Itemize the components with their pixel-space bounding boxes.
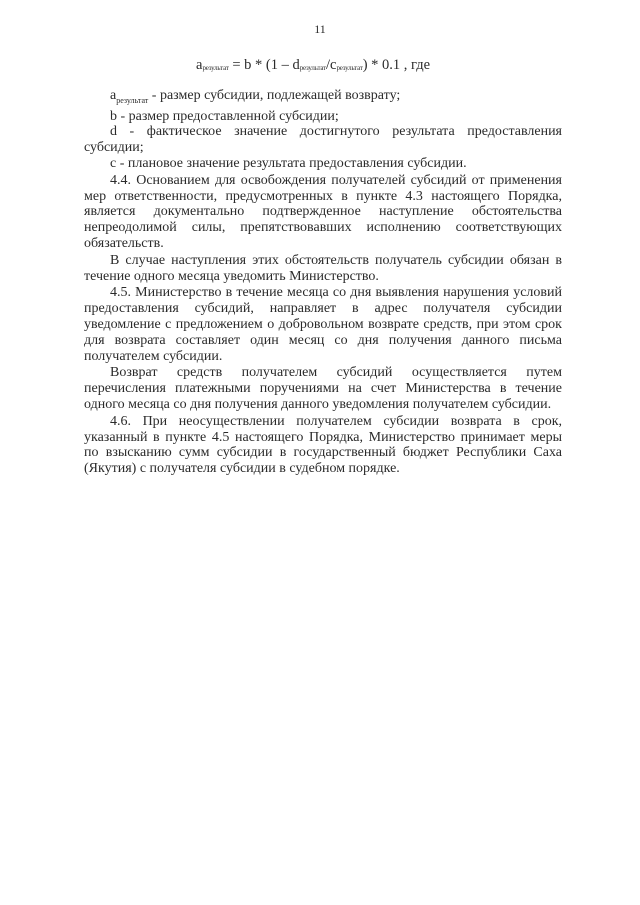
formula-rhs-start: = b * (1 – [232, 57, 289, 73]
formula-rhs-end: ) * 0.1 , где [362, 57, 431, 73]
paragraph-4-6: 4.6. При неосуществлении получателем субсидии возврата в срок, указанный в пункте 4.5 настоящего Порядка, Министерство принимает меры по взысканию сумм субсидии в государственный бюджет Республики Саха (Якутия) с получателя субсидии в судебном порядке. [84, 413, 562, 477]
paragraph-4-4: 4.4. Основанием для освобождения получателей субсидий от применения мер ответственности, предусмотренных в пункте 4.3 настоящего Порядка, является документально подтвержденное наступление обстоятельства непреодолимой силы, препятствовавших исполнению соответствующих обязательств. [84, 172, 562, 251]
formula-slash: / [325, 57, 331, 73]
definition-symbol: b [110, 108, 117, 124]
formula-lhs: a [196, 57, 203, 73]
formula [196, 57, 526, 74]
definition-b [84, 109, 562, 125]
definition-symbol: d [110, 124, 117, 140]
formula-d-sub: результат [299, 64, 326, 72]
definition-c [84, 156, 562, 172]
definition-text: - размер субсидии, подлежащей возврату; [148, 88, 401, 103]
definition-a [84, 88, 562, 109]
definition-text: - размер предоставленной субсидии; [117, 108, 339, 124]
page-number: 11 [314, 22, 326, 36]
body-text [84, 88, 562, 477]
definition-symbol: a [110, 88, 117, 103]
paragraph-4-5: 4.5. Министерство в течение месяца со дня выявления нарушения условий предоставления субсидий, направляет в адрес получателя субсидии уведомление с предложением о добровольном возврате средств, при этом срок для возврата составляет один месяц со дня получения данного письма получателем субсидии. [84, 285, 562, 364]
paragraph-return: Возврат средств получателем субсидий осуществляется путем перечисления платежными поручениями на счет Министерства в течение одного месяца со дня получения данного уведомления получателем субсидии. [84, 365, 562, 412]
formula-lhs-sub: результат [202, 64, 229, 72]
formula-c-sub: результат [336, 64, 363, 72]
definition-text: - плановое значение результата предоставления субсидии. [116, 155, 467, 171]
definition-d [84, 124, 562, 156]
definition-symbol: c [110, 155, 117, 171]
paragraph-notice: В случае наступления этих обстоятельств получатель субсидии обязан в течение одного месяца уведомить Министерство. [84, 252, 562, 284]
definition-text: - фактическое значение достигнутого результата предоставления субсидии; [84, 124, 562, 156]
formula-d: d [292, 57, 300, 73]
definition-symbol-sub: результат [116, 95, 149, 105]
formula-c: c [330, 57, 337, 73]
